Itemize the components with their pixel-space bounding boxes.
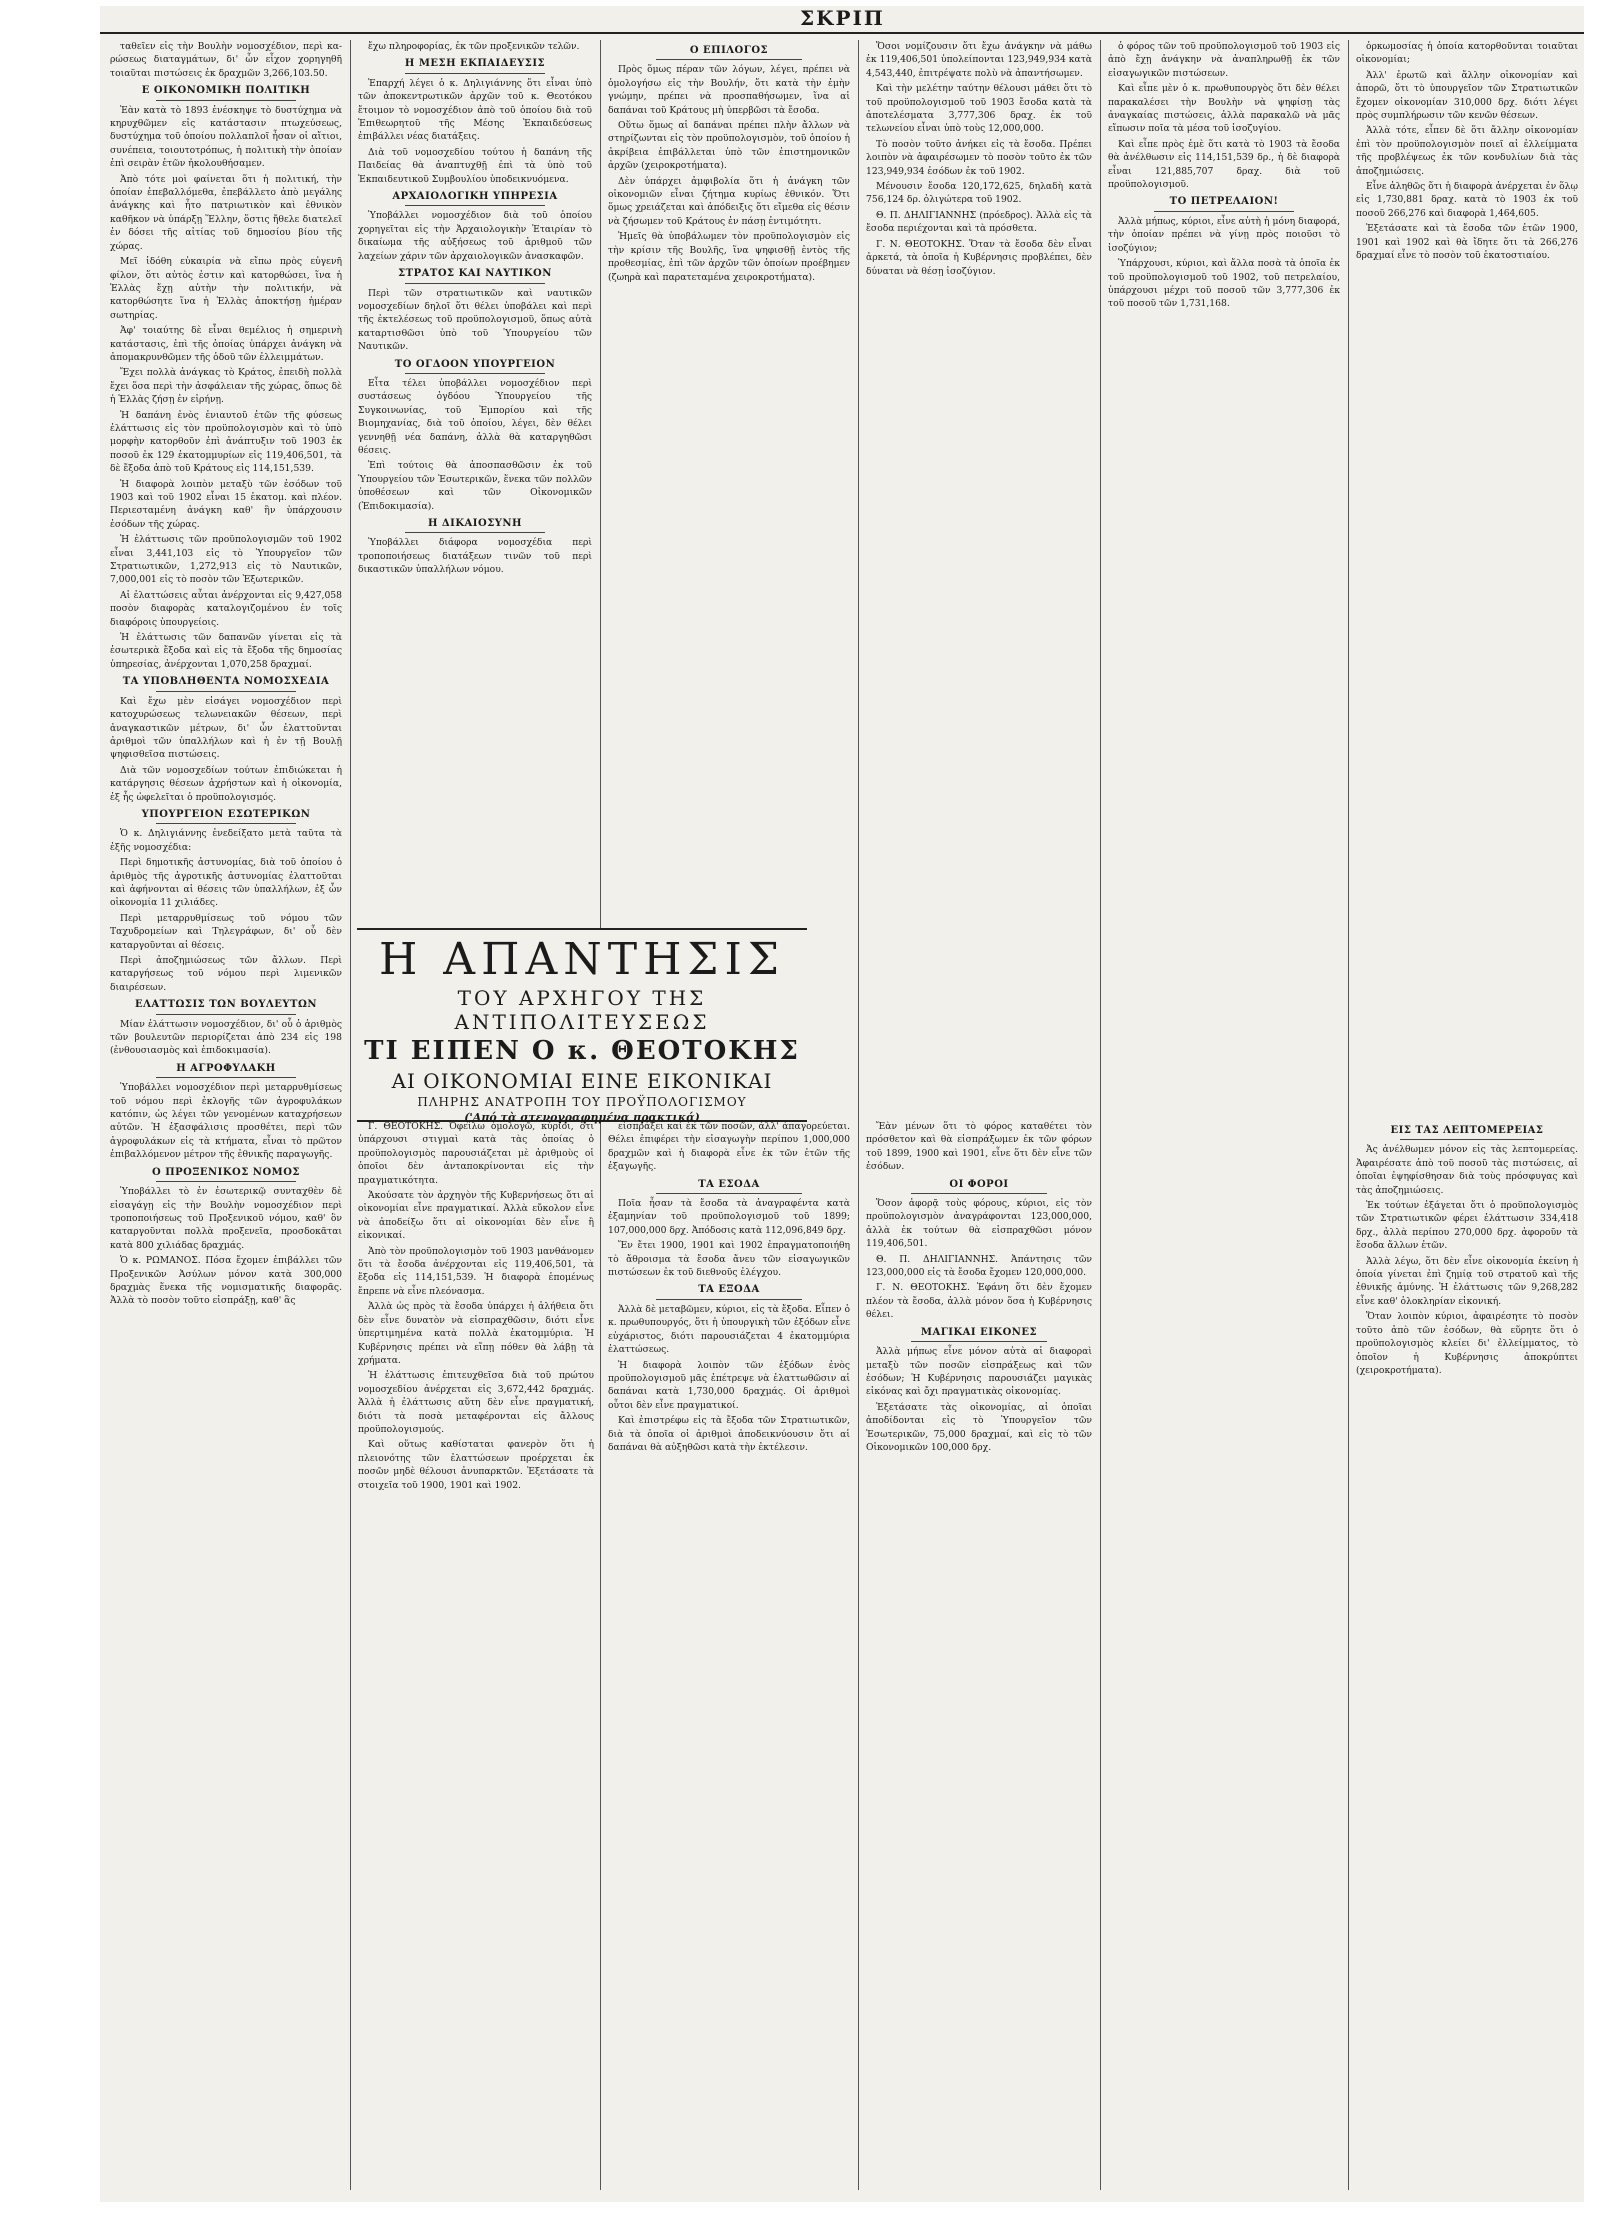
paragraph: Ἀλλὰ ὡς πρὸς τὰ ἔσοδα ὑπάρχει ἡ ἀλήθεια ὅτι δὲν εἶνε δυνατὸν νὰ εἰσπραχθῶσιν, διότι εἶνε ὑπερτιμημένα κατὰ πολλὰ ἑκατομμύρια. Ἡ Κυβέρνησις πρέπει νὰ εἴπῃ πόθεν θὰ λάβῃ τὰ χρήματα.: [358, 1301, 594, 1366]
paragraph: Περὶ τῶν στρατιωτικῶν καὶ ναυτικῶν νομοσχεδίων δηλοῖ ὅτι θέλει ὑποβάλει καὶ περὶ τῆς ἐκτελέσεως τοῦ προϋπολογισμοῦ, ὅπως αὐτὰ καταρτισθῶσι ὑπὸ τοῦ Ὑπουργείου τῶν Ναυτικῶν.: [358, 287, 592, 353]
paragraph: Ὑποβάλλει διάφορα νομοσχέδια περὶ τροποποιήσεως διατάξεων τινῶν τοῦ περὶ δικαστικῶν ὑπαλλήλων νόμου.: [358, 537, 592, 576]
section-heading: ΑΡΧΑΙΟΛΟΓΙΚΗ ΥΠΗΡΕΣΙΑ: [358, 190, 592, 206]
paragraph: Ἡ διαφορὰ λοιπὸν τῶν ἐξόδων ἐνὸς προϋπολογισμοῦ μᾶς ἐπέτρεψε νὰ ἐλαττωθῶσιν αἱ δαπάναι κατὰ 1,730,000 δραχμάς. Οἱ ἀριθμοὶ οὗτοι δὲν εἶνε πραγματικοί.: [608, 1359, 850, 1411]
paragraph: Περὶ μεταρρυθμίσεως τοῦ νόμου τῶν Ταχυδρομείων καὶ Τηλεγράφων, δι' οὗ δὲν καταργοῦνται αἱ θέσεις.: [110, 912, 342, 951]
paragraph: Διὰ τοῦ νομοσχεδίου τούτου ἡ δαπάνη τῆς Παιδείας θὰ ἀναπτυχθῇ ἐπὶ τὰ ὑπὸ τοῦ Ἐκπαιδευτικοῦ Συμβουλίου ὑποδεικνυόμενα.: [358, 146, 592, 185]
paragraph: Οὕτω ὅμως αἱ δαπάναι πρέπει πλὴν ἄλλων νὰ στηρίζωνται εἰς τὸν προϋπολογισμὸν, τοῦ ὁποίου ἡ ἀκρίβεια ἐπιβάλλεται ὑπὸ τῶν ἐπιστημονικῶν ἀρχῶν (χειροκροτήματα).: [608, 120, 850, 172]
paragraph: Μεῖ ἰδόθη εὐκαιρία νὰ εἴπω πρὸς εὐγενῆ φίλον, ὅτι αὐτὸς ἐστιν καὶ κατορθώσει, ἵνα ἡ Ἑλλὰς ἔχῃ αὐτὴν τὴν πολιτικήν, νὰ κατορθώσητε ἵνα ἡ Ἑλλὰς ἀποκτήσῃ ἡμέραν σωτηρίας.: [110, 256, 342, 321]
paragraph: Εἶνε ἀληθῶς ὅτι ἡ διαφορὰ ἀνέρχεται ἐν ὅλῳ εἰς 1,730,881 δραχ. κατὰ τὸ 1903 ἐκ τοῦ ποσοῦ 266,276 καὶ διαφορὰ 1,464,605.: [1356, 181, 1578, 219]
paragraph: ὁρκωμοσίας ἡ ὁποία κατορθοῦνται τοιαῦται οἰκονομίαι;: [1356, 41, 1578, 66]
paragraph: Ἀπὸ τότε μοὶ φαίνεται ὅτι ἡ πολιτική, τὴν ὁποίαν ἐπεβαλλόμεθα, ἐπεβάλλετο ἀπὸ μεγάλης ἀνάγκης καὶ ἦτο πατριωτικὸν καὶ ἐθνικὸν καθῆκον νὰ ὑπάρξῃ Ἕλλην, ὅστις ἤθελε διατελεῖ ἐν δόσει τῆς αἰτίας τοῦ δημοσίου βίου τῆς χώρας.: [110, 173, 342, 252]
paragraph: Ἐπὶ τούτοις θὰ ἀποσπασθῶσιν ἐκ τοῦ Ὑπουργείου τῶν Ἐσωτερικῶν, ἕνεκα τῶν πολλῶν ὑποθέσεων καὶ τῶν Οἰκονομικῶν (Ἐπιδοκιμασία).: [358, 460, 592, 512]
paragraph: Καὶ ἔχω μὲν εἰσάγει νομοσχέδιον περὶ κατοχυρώσεως τελωνειακῶν θέσεων, περὶ ἀναγκαστικῶν μέτρων, δι' ὧν ἐλαττοῦνται ἀριθμοὶ τῶν ὑπαλλήλων καὶ ἡ ἐν τῇ Βουλῇ ψηφισθεῖσα πιστώσεις.: [110, 695, 342, 761]
paragraph: Τὸ ποσὸν τοῦτο ἀνήκει εἰς τὰ ἔσοδα. Πρέπει λοιπὸν νὰ ἀφαιρέσωμεν τὸ ποσὸν τοῦτο ἐκ τῶν 123,949,934 ἐσόδων ἐκ τοῦ 1902.: [866, 138, 1092, 177]
section-heading: ΕΛΑΤΤΩΣΙΣ ΤΩΝ ΒΟΥΛΕΥΤΩΝ: [110, 998, 342, 1014]
paragraph: Ἡ ἐλάττωσις τῶν προϋπολογισμῶν τοῦ 1902 εἶναι 3,441,103 εἰς τὸ Ὑπουργεῖον τῶν Στρατιωτικῶν, 1,272,913 εἰς τὸ Ναυτικῶν, 7,000,001 εἰς τὸ ποσὸν τῶν Ἐξωτερικῶν.: [110, 534, 342, 586]
paragraph: Καὶ εἶπε πρὸς ἐμὲ ὅτι κατὰ τὸ 1903 τὰ ἔσοδα θὰ ἀνέλθωσιν εἰς 114,151,539 δρ., ἡ δὲ διαφορὰ εἶναι 121,885,707 δραχ. διὰ τοῦ προϋπολογισμοῦ.: [1108, 138, 1340, 191]
headline-title: Η ΑΠΑΝΤΗΣΙΣ: [378, 934, 786, 985]
paragraph: Ἡ δαπάνη ἐνὸς ἐνιαυτοῦ ἐτῶν τῆς φύσεως ἐλάττωσις εἰς τὸν προϋπολογισμὸν καὶ τὸ ὑπὸ μορφὴν κατορθοῦν ἐπὶ ἀνάπτυξιν τοῦ 1903 ἐκ ποσοῦ ἐκ 129 ἑκατομμυρίων εἰς 119,406,501, τὰ δὲ ἔξοδα ἀπὸ τοῦ Κράτους εἰς 114,151,539.: [110, 409, 342, 475]
headline-deck: ΑΙ ΟΙΚΟΝΟΜΙΑΙ ΕΙΝΕ ΕΙΚΟΝΙΚΑΙ: [391, 1069, 773, 1093]
paragraph: Καὶ οὕτως καθίσταται φανερὸν ὅτι ἡ πλειονότης τῶν ἐλαττώσεων προέρχεται ἐκ ποσῶν μηδὲ θέλουσι ἀνυπαρκτῶν. Ἐξετάσατε τὰ στοιχεῖα τοῦ 1900, 1901 καὶ 1902.: [358, 1439, 594, 1491]
paragraph: Θ. Π. ΔΗΛΙΓΙΑΝΝΗΣ. Ἀπάντησις τῶν 123,000,000 εἰς τὰ ἔσοδα ἔχομεν 120,000,000.: [866, 1253, 1092, 1279]
lower-column-6: [1356, 1120, 1578, 2190]
headline-source: ('Από τὰ στενογραφημένα πρακτικά): [464, 1111, 700, 1124]
paragraph: Μένουσιν ἔσοδα 120,172,625, δηλαδὴ κατὰ 756,124 δρ. ὀλιγώτερα τοῦ 1902.: [866, 181, 1092, 206]
paragraph: Διὰ τῶν νομοσχεδίων τούτων ἐπιδιώκεται ἡ κατάργησις θέσεων ἀχρήστων καὶ ἡ οἰκονομία, ἐξ ἧς ὠφελεῖται ὁ προϋπολογισμός.: [110, 764, 342, 803]
paragraph: Δὲν ὑπάρχει ἀμφιβολία ὅτι ἡ ἀνάγκη τῶν οἰκονομιῶν εἶναι ζήτημα κυρίως ἐθνικόν. Ὅτι ὅμως χρειάζεται καὶ ἀπόδειξις ὅτι εἴμεθα εἰς θέσιν νὰ ζήσωμεν τοῦ Κράτους ἐν πάσῃ ἐντιμότητι.: [608, 175, 850, 227]
paragraph: Πρὸς ὅμως πέραν τῶν λόγων, λέγει, πρέπει νὰ ὁμολογήσω εἰς τὴν Βουλήν, ὅτι κατὰ τὴν ἐμὴν γνώμην, πρέπει νὰ προσπαθήσωμεν, ἵνα αἱ δαπάναι τοῦ Κράτους μὴ ὑπερβῶσι τὰ ἔσοδα.: [608, 64, 850, 116]
paragraph: Ἀλλὰ μήπως εἶνε μόνον αὐτὰ αἱ διαφοραὶ μεταξὺ τῶν ποσῶν εἰσπράξεως καὶ τῶν ἐσόδων; Ἡ Κυβέρνησις παρουσιάζει μαγικὰς εἰκόνας καὶ ὄχι πραγματικὰς οἰκονομίας.: [866, 1346, 1092, 1398]
paragraph: Ἐπαρχή λέγει ὁ κ. Δηλιγιάννης ὅτι εἶναι ὑπὸ τῶν ἀποκεντρωτικῶν ἀρχῶν τοῦ κ. Θεοτόκου ἔτοιμον τὸ νομοσχέδιον ἀπὸ τοῦ ὁποίου διὰ τοῦ Ἐπιθεωρητοῦ τῆς Μέσης Ἐκπαιδεύσεως ἐπιβάλλει νέας διατάξεις.: [358, 77, 592, 143]
column-6: [1356, 40, 1578, 920]
column-3: [608, 40, 850, 920]
column-rule: [1100, 40, 1101, 2190]
lower-column-3: [608, 1120, 850, 2190]
headline-subtitle: ΤΟΥ ΑΡΧΗΓΟΥ ΤΗΣ ΑΝΤΙΠΟΛΙΤΕΥΣΕΩΣ: [454, 986, 710, 1034]
paragraph: Ὁ κ. Δηλιγιάννης ἐνεδείξατο μετὰ ταῦτα τὰ ἑξῆς νομοσχέδια:: [110, 828, 342, 853]
section-heading: ΣΤΡΑΤΟΣ ΚΑΙ ΝΑΥΤΙΚΟΝ: [358, 267, 592, 283]
section-heading: ΤΟ ΟΓΔΟΟΝ ΥΠΟΥΡΓΕΙΟΝ: [358, 358, 592, 374]
paragraph: Ἀκούσατε τὸν ἀρχηγὸν τῆς Κυβερνήσεως ὅτι αἱ οἰκονομίαι εἶνε πραγματικαί. Ἀλλὰ εὔκολον εἶνε νὰ ἀποδείξω ὅτι αἱ οἰκονομίαι δὲν εἶνε ἢ εἰκονικαί.: [358, 1190, 594, 1242]
paragraph: εἰσπράξει καὶ ἐκ τῶν ποσῶν, ἀλλ' ἀπαγορεύεται. Θέλει ἐπιφέρει τὴν εἰσαγωγὴν περίπου 1,000,000 δραχμῶν καὶ ἡ διαφορὰ εἶνε ἐκ τῶν ἐτῶν τῆς ἐξαγωγῆς.: [608, 1121, 850, 1173]
paragraph: Γ. Ν. ΘΕΟΤΟΚΗΣ. Ὅταν τὰ ἔσοδα δὲν εἶναι ἀρκετά, τὰ ὁποῖα ἡ Κυβέρνησις προβλέπει, δὲν δύναται νὰ θέσῃ ἰσοζύγιον.: [866, 238, 1092, 277]
section-heading: Ε ΟΙΚΟΝΟΜΙΚΗ ΠΟΛΙΤΙΚΗ: [110, 84, 342, 100]
paragraph: Ὑπάρχουσι, κύριοι, καὶ ἄλλα ποσὰ τὰ ὁποῖα ἐκ τοῦ προϋπολογισμοῦ τοῦ 1902, τοῦ πετρελαίου, ὑπάρχουσι μέχρι τοῦ ποσοῦ τῶν 3,777,306 ἐκ τοῦ ποσοῦ τῶν 1,731,168.: [1108, 258, 1340, 310]
paragraph: Ἀφ' τοιαύτης δὲ εἶναι θεμέλιος ἡ σημερινὴ κατάστασις, ἐπὶ τῆς ὁποίας ὑπάρχει ἀνάγκη νὰ ἀπομακρυνθῶμεν τῆς ὁδοῦ τῶν ἐλλειμμάτων.: [110, 325, 342, 363]
paragraph: Ἀλλὰ λέγω, ὅτι δὲν εἶνε οἰκονομία ἐκείνη ἡ ὁποία γίνεται ἐπὶ ζημίᾳ τοῦ στρατοῦ καὶ τῆς ἐθνικῆς ἀμύνης. Ἡ ἐλάττωσις τῶν 9,268,282 εἶνε καθ' ὁλοκληρίαν εἰκονική.: [1356, 1255, 1578, 1307]
paragraph: Ἐκ τούτων ἐξάγεται ὅτι ὁ προϋπολογισμὸς τῶν Στρατιωτικῶν φέρει ἐλάττωσιν 334,418 δρχ., ἀλλὰ περίπου 270,000 δρχ. ἀφοροῦν τὰ ἔσοδα ἄλλων ἐτῶν.: [1356, 1200, 1578, 1252]
section-heading: ΥΠΟΥΡΓΕΙΟΝ ΕΣΩΤΕΡΙΚΩΝ: [110, 808, 342, 824]
paragraph: Ἀλλὰ τότε, εἶπεν δὲ ὅτι ἄλλην οἰκονομίαν ἐπὶ τὸν προϋπολογισμὸν ποιεῖ αἱ ἐλλείμματα τῆς προβλέψεως ἐκ τῶν κονδυλίων διὰ τὰς ἀποζημιώσεις.: [1356, 125, 1578, 177]
paragraph: Ἀλλ' ἐρωτῶ καὶ ἄλλην οἰκονομίαν καὶ ἀπορῶ, ὅτι τὸ ὑπουργεῖον τῶν Στρατιωτικῶν ἔχομεν οἰκονομίαν 310,000 δρχ. διότι λέγει πρὸς συμπλήρωσιν τῶν κενῶν θέσεων.: [1356, 69, 1578, 122]
paragraph: Ἐξετάσατε τὰς οἰκονομίας, αἱ ὁποῖαι ἀποδίδονται εἰς τὸ Ὑπουργεῖον τῶν Ἐσωτερικῶν, 75,000 δραχμαί, καὶ εἰς τὸ τῶν Οἰκονομικῶν 100,000 δρχ.: [866, 1401, 1092, 1453]
paragraph: Ἡ διαφορὰ λοιπὸν μεταξὺ τῶν ἐσόδων τοῦ 1903 καὶ τοῦ 1902 εἶναι 15 ἑκατομ. καὶ πλέον. Περιεσταμένη ἀνάγκη καθ' ἣν ὑπάρχουσιν ἐσόδων τῆς χώρας.: [110, 478, 342, 530]
section-heading: Η ΑΓΡΟΦΥΛΑΚΗ: [110, 1062, 342, 1078]
column-4: [866, 40, 1092, 920]
section-heading: ΤΑ ΥΠΟΒΛΗΘΕΝΤΑ ΝΟΜΟΣΧΕΔΙΑ: [110, 675, 342, 691]
section-heading: Ο ΠΡΟΞΕΝΙΚΟΣ ΝΟΜΟΣ: [110, 1166, 342, 1182]
paragraph: Ποῖα ἦσαν τὰ ἔσοδα τὰ ἀναγραφέντα κατὰ ἐξαμηνίαν τοῦ προϋπολογισμοῦ τοῦ 1899; 107,000,000 δρχ. Ἀπόδοσις κατὰ 112,096,849 δρχ.: [608, 1198, 850, 1236]
section-heading: ΤΟ ΠΕΤΡΕΛΑΙΟΝ!: [1108, 195, 1340, 211]
column-rule: [858, 40, 859, 2190]
paragraph: Ἔὰν μένων ὅτι τὸ φόρος καταθέτει τὸν πρόσθετον καὶ θὰ εἰσπράξωμεν ἐκ τῶν φόρων τοῦ 1899, 1900 καὶ 1901, εἶνε ὅτι δὲν εἶνε τῶν ἐσόδων.: [866, 1121, 1092, 1173]
paragraph: Γ. ΘΕΟΤΟΚΗΣ. Ὀφείλω ὁμολογῶ, κύριοι, ὅτι ὑπάρχουσι στιγμαὶ κατὰ τὰς ὁποίας ὁ προϋπολογισμὸς παρουσιάζεται μὲ ἀριθμοὺς οἱ ὁποῖοι δὲν ἀνταποκρίνονται εἰς τὴν πραγματικότητα.: [358, 1121, 594, 1186]
column-rule: [350, 40, 351, 2190]
lower-column-2: [358, 1120, 594, 2190]
paragraph: Ἡ ἐλάττωσις τῶν δαπανῶν γίνεται εἰς τὰ ἐσωτερικὰ ἔξοδα καὶ εἰς τὰ ἔξοδα τῆς δημοσίας ὑπηρεσίας, ἀνέρχονται 1,070,258 δραχμαί.: [110, 632, 342, 670]
paragraph: Ὅταν λοιπὸν κύριοι, ἀφαιρέσητε τὸ ποσὸν τοῦτο ἀπὸ τῶν ἐσόδων, θὰ εὕρητε ὅτι ὁ προϋπολογισμὸς κλείει δι' ἐλλείμματος, τὸ ὁποῖον ἡ Κυβέρνησις ἀποκρύπτει (χειροκροτήματα).: [1356, 1311, 1578, 1376]
section-heading: ΟΙ ΦΟΡΟΙ: [866, 1178, 1092, 1194]
paragraph: Γ. Ν. ΘΕΟΤΟΚΗΣ. Ἐφάνη ὅτι δὲν ἔχομεν πλέον τὰ ἔσοδα, ἀλλὰ μόνον ὅσα ἡ Κυβέρνησις θέλει.: [866, 1282, 1092, 1321]
paragraph: Περὶ δημοτικῆς ἀστυνομίας, διὰ τοῦ ὁποίου ὁ ἀριθμὸς τῆς ἀγροτικῆς ἀστυνομίας ἐλαττοῦται καὶ ἀφήνονται αἱ θέσεις τῶν ὑπαλλήλων, ἐξ ὧν οἰκονομία 11 χιλιάδες.: [110, 857, 342, 909]
masthead: [100, 6, 1584, 34]
paragraph: ταθεῖεν εἰς τὴν Βουλὴν νομοσχέδιον, περὶ κα-ρώσεως διαταγμάτων, δι' ὧν εἶχον χορηγηθῆ τοιαῦται πιστώσεις ἐκ δραχμῶν 3,266,103.50.: [110, 41, 342, 79]
headline-block: [357, 928, 807, 1122]
paragraph: Ἔχει πολλὰ ἀνάγκας τὸ Κράτος, ἐπειδὴ πολλὰ ἔχει ὅσα περὶ τὴν ἀσφάλειαν τῆς χώρας, ὅπως δὲ ἡ Ἑλλὰς ζήσῃ ἐν εἰρήνῃ.: [110, 367, 342, 406]
section-heading: ΜΑΓΙΚΑΙ ΕΙΚΟΝΕΣ: [866, 1326, 1092, 1342]
paragraph: Αἱ ἐλαττώσεις αὗται ἀνέρχονται εἰς 9,427,058 ποσὸν διαφορὰς καταλογιζομένου ἐν τοῖς διαφόροις ὑπουργείοις.: [110, 589, 342, 628]
headline-subdeck: ΠΛΗΡΗΣ ΑΝΑΤΡΟΠΗ ΤΟΥ ΠΡΟΫΠΟΛΟΓΙΣΜΟΥ: [417, 1095, 747, 1109]
paragraph: Ὑποβάλλει νομοσχέδιον περὶ μεταρρυθμίσεως τοῦ νόμου περὶ ἐκλογῆς τῶν ἀγροφυλάκων κατόπιν, ὡς λέγει τῶν γενομένων καταχρήσεων αὐτῶν. Ἡ ἐξασφάλισις προσθέτει, περὶ τῶν ἀγροφυλάκων εἰς τὰ κτήματα, εἶναι τὸ πρῶτον ἐπιβαλλόμενον μέτρον τῆς ἐθνικῆς παραγωγῆς.: [110, 1082, 342, 1161]
headline-main: ΤΙ ΕΙΠΕΝ Ο κ. ΘΕΟΤΟΚΗΣ: [364, 1036, 800, 1066]
column-2: [358, 40, 592, 920]
paragraph: Περὶ ἀποζημιώσεως τῶν ἄλλων. Περὶ καταργήσεως τοῦ νόμου περὶ λιμενικῶν διαιρέσεων.: [110, 955, 342, 993]
column-1: [110, 40, 342, 2190]
section-heading: Η ΜΕΣΗ ΕΚΠΑΙΔΕΥΣΙΣ: [358, 57, 592, 73]
paragraph: Ἡμεῖς θὰ ὑποβάλωμεν τὸν προϋπολογισμὸν εἰς τὴν κρίσιν τῆς Βουλῆς, ἵνα ψηφισθῇ ἐντὸς τῆς προθεσμίας, ἐπὶ τῶν ἀρχῶν τῶν ὁποίων προέβημεν (ζωηρὰ καὶ παρατεταμένα χειροκροτήματα).: [608, 231, 850, 283]
section-heading: Η ΔΙΚΑΙΟΣΥΝΗ: [358, 517, 592, 533]
column-5: [1108, 40, 1340, 920]
paragraph: Ἐξετάσατε καὶ τὰ ἔσοδα τῶν ἐτῶν 1900, 1901 καὶ 1902 καὶ θὰ ἴδητε ὅτι τὰ 266,276 δραχμαί εἶνε τὸ ποσὸν τοῦ ἑκατοστιαίου.: [1356, 223, 1578, 262]
paragraph: Ὑποβάλλει τὸ ἐν ἐσωτερικῷ συνταχθὲν δὲ εἰσαγάγῃ εἰς τὴν Βουλὴν νομοσχέδιον περὶ τροποποιήσεως τοῦ Προξενικοῦ νόμου, καθ' ὃν καταργοῦνται πολλὰ προξενεῖα, προσδοκᾶται κατὰ 800 χιλιάδας δραχμάς.: [110, 1186, 342, 1251]
paragraph: Ἀς ἀνέλθωμεν μόνον εἰς τὰς λεπτομερείας. Ἀφαιρέσατε ἀπὸ τοῦ ποσοῦ τὰς πιστώσεις, αἱ ὁποῖαι ἐψηφίσθησαν διὰ τοὺς πρόσφυγας καὶ τὰς ἀποζημιώσεις.: [1356, 1144, 1578, 1196]
paragraph: Ἐὰν κατὰ τὸ 1893 ἐνέσκηψε τὸ δυστύχημα νὰ κηρυχθῶμεν εἰς κατάστασιν πτωχεύσεως, δυστύχημα τοῦ ὁποίου πολλαπλοῖ ἦσαν οἱ αἴτιοι, συνέπεια, τοιουτοτρόπως, ἡ πολιτικὴ τὴν ὁποίαν ἐπὶ σειρὰν ἐτῶν ἠκολουθήσαμεν.: [110, 104, 342, 170]
paragraph: Ὅσον ἀφορᾷ τοὺς φόρους, κύριοι, εἰς τὸν προϋπολογισμὸν ἀναγράφονται 123,000,000, ἀλλὰ ἐκ τούτων θὰ εἰσπραχθῶσι μόνον 119,406,501.: [866, 1198, 1092, 1250]
paragraph: Θ. Π. ΔΗΛΙΓΙΑΝΝΗΣ (πρόεδρος). Ἀλλὰ εἰς τὰ ἔσοδα περιέχονται καὶ τὰ πρόσθετα.: [866, 209, 1092, 235]
paragraph: Καὶ εἶπε μὲν ὁ κ. πρωθυπουργὸς ὅτι δὲν θέλει παρακαλέσει τὴν Βουλὴν νὰ ψηφίσῃ τὰς ἀναγκαίας πιστώσεις, ἀλλὰ παρακαλῶ νὰ μᾶς εἴπωσιν ποῖα τὰ μέσα τοῦ ἰσοζυγίου.: [1108, 83, 1340, 135]
paragraph: Μίαν ἐλάττωσιν νομοσχέδιον, δι' οὗ ὁ ἀριθμὸς τῶν βουλευτῶν περιορίζεται ἀπὸ 234 εἰς 198 (ἐνθουσιασμὸς καὶ ἐπιδοκιμασία).: [110, 1018, 342, 1057]
paragraph: ὁ φόρος τῶν τοῦ προϋπολογισμοῦ τοῦ 1903 εἰς ἀπὸ ἔχῃ ἀνάγκην νὰ ἀναπληρωθῇ ἐκ τῶν εἰσαγωγικῶν πιστώσεων.: [1108, 41, 1340, 79]
lower-column-4: [866, 1120, 1092, 2190]
masthead-title: ΣΚΡΙΠ: [800, 6, 885, 30]
section-heading: ΤΑ ΕΣΟΔΑ: [608, 1178, 850, 1194]
paragraph: Ἀπὸ τὸν προϋπολογισμὸν τοῦ 1903 μανθάνομεν ὅτι τὰ ἔσοδα ἀνέρχονται εἰς 119,406,501, τὰ ἔξοδα εἰς 114,151,539. Ἡ διαφορὰ ἑπομένως ἔπρεπε νὰ εἶνε πλεόνασμα.: [358, 1245, 594, 1297]
column-rule: [1348, 40, 1349, 2190]
section-heading: ΕΙΣ ΤΑΣ ΛΕΠΤΟΜΕΡΕΙΑΣ: [1356, 1124, 1578, 1140]
paragraph: Καὶ τὴν μελέτην ταύτην θέλουσι μάθει ὅτι τὸ τοῦ προϋπολογισμοῦ τοῦ 1903 ἔσοδα κατὰ τὰ ἀποτελέσματα 3,777,306 δραχ. ἐκ τοῦ τελωνείου εἶναι ὑπὸ τοὺς 12,000,000.: [866, 83, 1092, 135]
paragraph: Ὑποβάλλει νομοσχέδιον διὰ τοῦ ὁποίου χορηγεῖται εἰς τὴν Ἀρχαιολογικὴν Ἑταιρίαν τὸ δικαίωμα τῆς αὐξήσεως τοῦ ἀριθμοῦ τῶν λαχείων χάριν τῶν ἀρχαιολογικῶν ἀνασκαφῶν.: [358, 210, 592, 262]
paragraph: Ὁ κ. ΡΩΜΑΝΟΣ. Πόσα ἔχομεν ἐπιβάλλει τῶν Προξενικῶν Ἀσύλων μόνον κατὰ 300,000 δραχμὰς ἕνεκα τῆς νομισματικῆς διαφορᾶς. Ἀλλὰ τὸ ποσὸν τοῦτο εἰσπράξῃ, καθ' ἃς: [110, 1255, 342, 1307]
section-heading: ΤΑ ΕΞΟΔΑ: [608, 1283, 850, 1299]
paragraph: ἔχω πληροφορίας, ἐκ τῶν προξενικῶν τελῶν.: [368, 41, 580, 52]
paragraph: Ἀλλὰ μήπως, κύριοι, εἶνε αὐτὴ ἡ μόνη διαφορά, τὴν ὁποίαν πρέπει νὰ γίνῃ πρὸς ποιοῦσι τὸ ἰσοζύγιον;: [1108, 215, 1340, 254]
paragraph: Ὅσοι νομίζουσιν ὅτι ἔχω ἀνάγκην νὰ μάθω ἐκ 119,406,501 ὑπολείπονται 123,949,934 κατὰ 4,543,440, ἐπιτρέψατε πολὺ νὰ ἀπαντήσωμεν.: [866, 41, 1092, 79]
section-heading: Ο ΕΠΙΛΟΓΟΣ: [608, 44, 850, 60]
paragraph: Ἡ ἐλάττωσις ἐπιτευχθεῖσα διὰ τοῦ πρώτου νομοσχεδίου ἀνέρχεται εἰς 3,672,442 δραχμάς. Ἀλλὰ ἡ ἐλάττωσις αὕτη δὲν εἶνε πραγματική, διότι τὰ ποσὰ μεταφέρονται εἰς ἄλλους προϋπολογισμούς.: [358, 1370, 594, 1435]
paragraph: Καὶ ἐπιστρέφω εἰς τὰ ἔξοδα τῶν Στρατιωτικῶν, διὰ τὰ ὁποῖα οἱ ἀριθμοὶ ἀποδεικνύουσιν ὅτι αἱ δαπάναι θὰ αὐξηθῶσι κατὰ τὴν ἐκτέλεσιν.: [608, 1415, 850, 1453]
paragraph: Ἀλλὰ δὲ μεταβῶμεν, κύριοι, εἰς τὰ ἔξοδα. Εἶπεν ὁ κ. πρωθυπουργός, ὅτι ἡ ὑπουργικὴ τῶν ἐξόδων εἶνε εὐχάριστος, διότι παρουσιάζεται 4 ἑκατομμύρια ἐλαττώσεως.: [608, 1303, 850, 1356]
paragraph: Εἶτα τέλει ὑποβάλλει νομοσχέδιον περὶ συστάσεως ὀγδόου Ὑπουργείου τῆς Συγκοινωνίας, τοῦ Ἐμπορίου καὶ τῆς Βιομηχανίας, διὰ τοῦ ὁποίου, λέγει, δὲν θέλει γεννηθῇ νέα δαπάνη, ἀλλὰ θὰ καταργηθῶσι θέσεις.: [358, 377, 592, 456]
paragraph: Ἔν ἔτει 1900, 1901 καὶ 1902 ἐπραγματοποιήθη τὸ ἄθροισμα τὰ ἔσοδα ἄνευ τῶν εἰσαγωγικῶν πιστώσεων ἐκ τοῦ διεθνοῦς ἐλέγχου.: [608, 1240, 850, 1279]
